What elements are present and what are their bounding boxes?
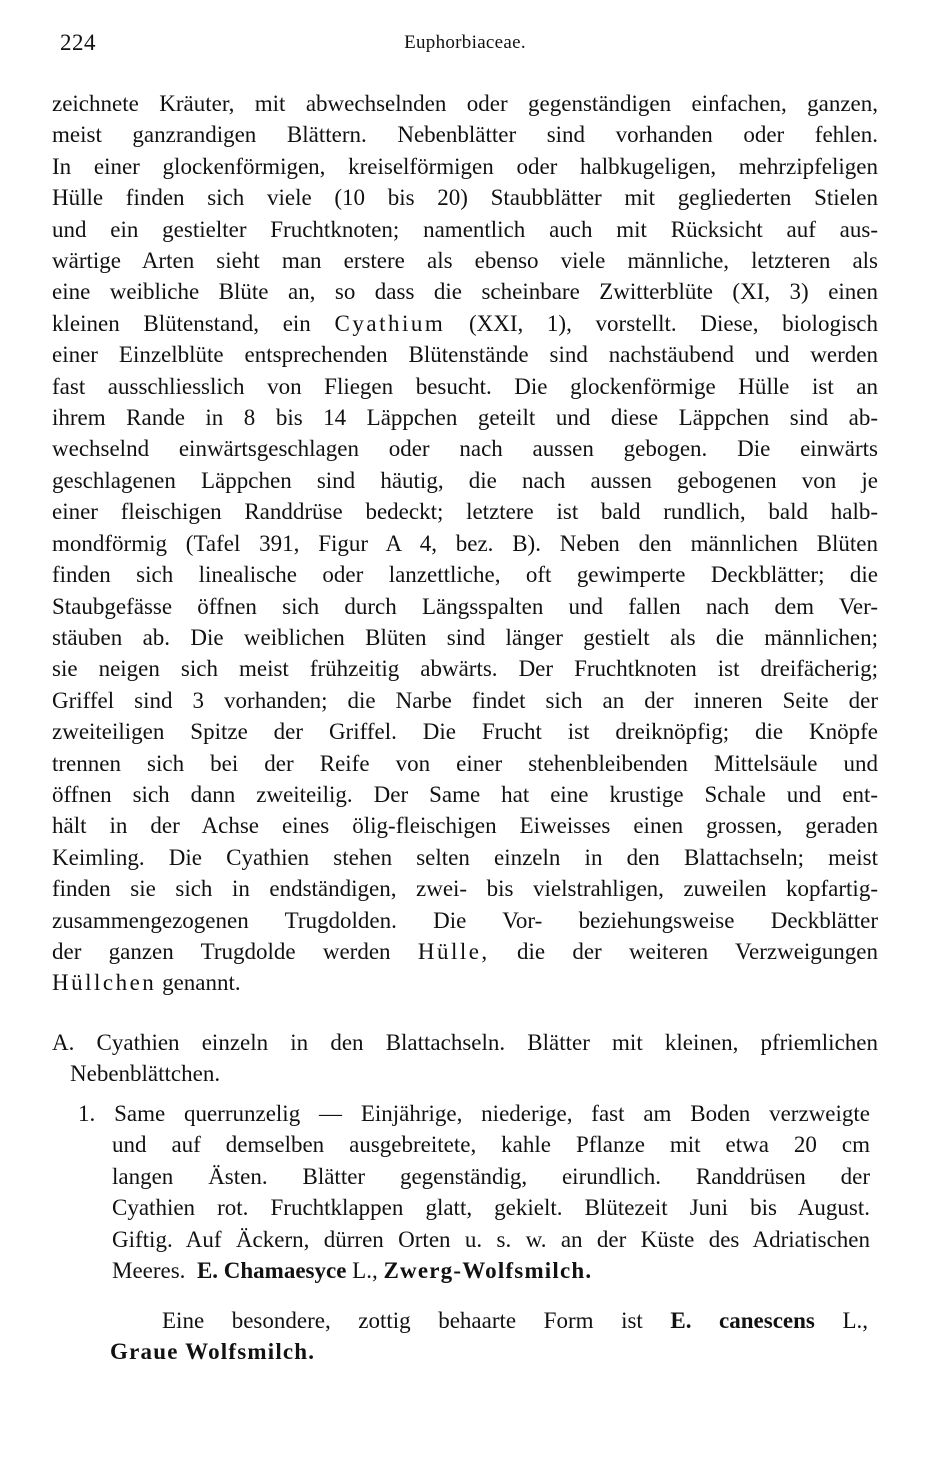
section-a xyxy=(52,1027,878,1090)
text-line: wechselnd einwärtsgeschlagen oder nach aussen gebogen. Die einwärts xyxy=(52,436,878,462)
term-cyathium: Cyathium xyxy=(334,310,446,336)
text-line: finden sich linealische oder lanzettliche, oft gewimperte Deckblätter; die xyxy=(52,562,878,588)
text-run: Meeres. xyxy=(112,1258,186,1284)
text-line: öffnen sich dann zweiteilig. Der Same hat eine krustige Schale und ent- xyxy=(52,781,878,807)
species-entry-1 xyxy=(78,1098,870,1286)
text-line: zusammengezogenen Trugdolden. Die Vor- beziehungsweise Deckblätter xyxy=(52,907,878,933)
text-line xyxy=(52,967,878,998)
text-line: stäuben ab. Die weiblichen Blüten sind länger gestielt als die männlichen; xyxy=(52,624,878,650)
text-line: In einer glockenförmigen, kreiselförmigen oder halbkugeligen, mehrzipfeligen xyxy=(52,153,878,179)
author-abbrev: L., xyxy=(842,1308,869,1333)
text-line xyxy=(110,1336,868,1367)
variety-note xyxy=(110,1305,868,1368)
author-abbrev: L., xyxy=(352,1258,378,1284)
text-line: Hülle finden sich viele (10 bis 20) Staubblätter mit gegliederten Stielen xyxy=(52,185,878,211)
text-line: A. Cyathien einzeln in den Blattachseln. Blätter mit kleinen, pfriemlichen xyxy=(52,1030,878,1055)
text-run: die der weiteren Verzweigungen xyxy=(516,938,879,964)
text-line: fast ausschliesslich von Fliegen besucht. Die glockenförmige Hülle ist an xyxy=(52,373,878,399)
text-run: kleinen Blütenstand, ein xyxy=(52,310,311,336)
text-run: (XXI, 1), vorstellt. Diese, biologisch xyxy=(468,310,878,336)
text-line: sie neigen sich meist frühzeitig abwärts. Der Fruchtknoten ist dreifächerig; xyxy=(52,656,878,682)
text-line xyxy=(52,308,878,339)
text-line: Nebenblättchen. xyxy=(70,1061,221,1087)
text-run: genannt. xyxy=(162,970,241,996)
text-line: ihrem Rande in 8 bis 14 Läppchen geteilt und diese Läppchen sind ab- xyxy=(52,405,878,431)
text-line xyxy=(78,1255,870,1286)
text-run: der ganzen Trugdolde werden xyxy=(52,938,391,964)
variety-name: E. canescens xyxy=(670,1308,815,1333)
text-line xyxy=(52,936,878,967)
text-line: 1. Same querrunzelig — Einjährige, niederige, fast am Boden verzweigte xyxy=(78,1101,870,1126)
text-line: wärtige Arten sieht man erstere als ebenso viele männliche, letzteren als xyxy=(52,248,878,274)
text-line: zweiteiligen Spitze der Griffel. Die Frucht ist dreiknöpfig; die Knöpfe xyxy=(52,719,878,745)
text-line: trennen sich bei der Reife von einer stehenbleibenden Mittelsäule und xyxy=(52,750,878,776)
text-run: Eine besondere, zottig behaarte Form ist xyxy=(162,1308,643,1333)
text-line: finden sie sich in endständigen, zwei- bis vielstrahligen, zuweilen kopfartig- xyxy=(52,876,878,902)
common-name: Graue Wolfsmilch. xyxy=(110,1339,316,1365)
text-line: zeichnete Kräuter, mit abwechselnden oder gegenständigen einfachen, ganzen, xyxy=(52,91,878,116)
text-line: Griffel sind 3 vorhanden; die Narbe findet sich an der inneren Seite der xyxy=(52,687,878,713)
common-name: Zwerg-Wolfsmilch. xyxy=(383,1258,593,1284)
text-line: langen Ästen. Blätter gegenständig, eirundlich. Randdrüsen der xyxy=(112,1163,870,1189)
text-line: und auf demselben ausgebreitete, kahle Pflanze mit etwa 20 cm xyxy=(112,1132,870,1158)
text-line: hält in der Achse eines ölig-fleischigen Eiweisses einen grossen, geraden xyxy=(52,813,878,839)
text-line: Giftig. Auf Äckern, dürren Orten u. s. w. an der Küste des Adriatischen xyxy=(112,1226,870,1252)
text-line: Staubgefässe öffnen sich durch Längsspalten und fallen nach dem Ver- xyxy=(52,593,878,619)
text-line xyxy=(110,1305,868,1336)
text-line: einer Einzelblüte entsprechenden Blütenstände sind nachstäubend und werden xyxy=(52,342,878,368)
text-line: meist ganzrandigen Blättern. Nebenblätter sind vorhanden oder fehlen. xyxy=(52,122,878,148)
running-head: Euphorbiaceae. xyxy=(404,32,526,53)
text-line: Keimling. Die Cyathien stehen selten einzeln in den Blattachseln; meist xyxy=(52,844,878,870)
text-line: Cyathien rot. Fruchtklappen glatt, gekielt. Blütezeit Juni bis August. xyxy=(112,1195,870,1221)
term-huellchen: Hüllchen xyxy=(52,970,157,996)
text-line: einer fleischigen Randdrüse bedeckt; letztere ist bald rundlich, bald halb- xyxy=(52,499,878,525)
page-number: 224 xyxy=(60,30,96,55)
species-name: E. Chamaesyce xyxy=(196,1258,347,1284)
text-line: mondförmig (Tafel 391, Figur A 4, bez. B). Neben den männlichen Blüten xyxy=(52,530,878,556)
text-line: geschlagenen Läppchen sind häutig, die nach aussen gebogenen von je xyxy=(52,467,878,493)
term-huelle: Hülle, xyxy=(417,938,490,964)
text-line: und ein gestielter Fruchtknoten; namentlich auch mit Rücksicht auf aus- xyxy=(52,216,878,242)
main-paragraph xyxy=(52,88,878,999)
text-line: eine weibliche Blüte an, so dass die scheinbare Zwitterblüte (XI, 3) einen xyxy=(52,279,878,305)
